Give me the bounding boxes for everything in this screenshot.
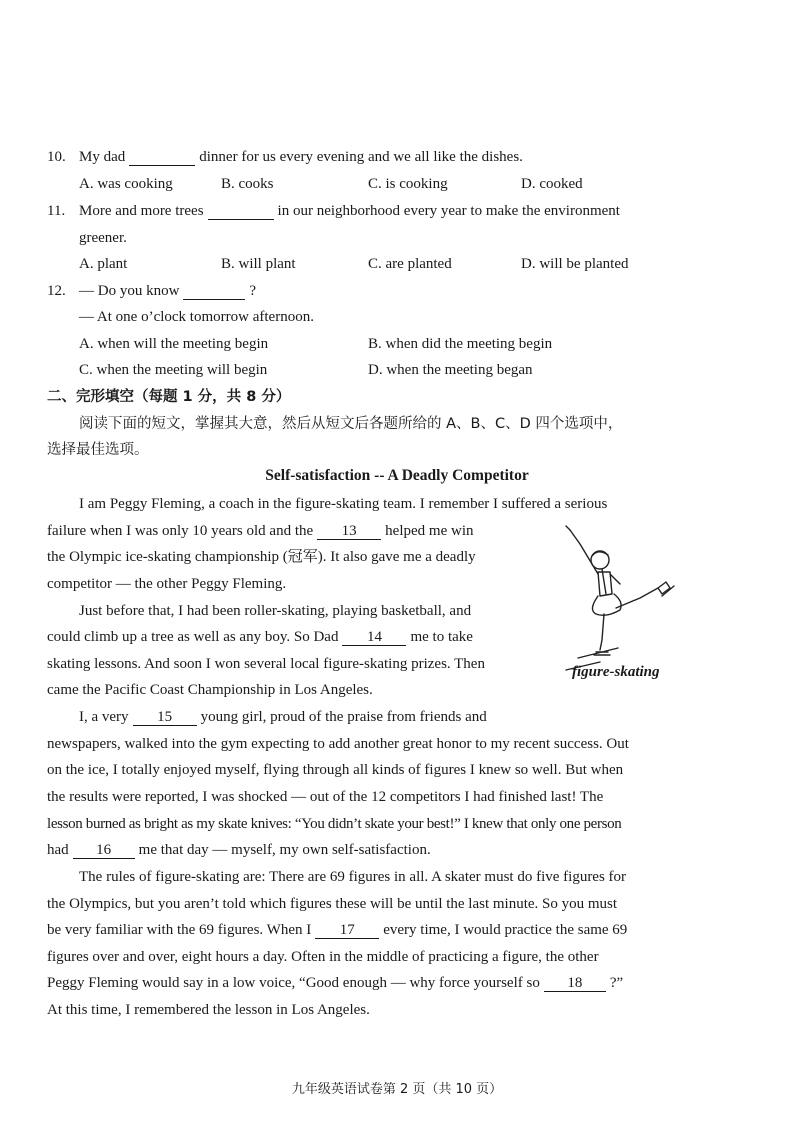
q12-stem-a: — Do you know	[79, 283, 180, 299]
p4-line-4: figures over and over, eight hours a day. Often in the middle of practicing a figure, the other	[47, 949, 599, 965]
blank-15: 15	[133, 709, 197, 726]
blank-14: 14	[342, 629, 406, 646]
q12-option-a: A. when will the meeting begin	[79, 336, 269, 352]
p1-line-2	[47, 521, 473, 541]
q10-option-c: C. is cooking	[368, 176, 448, 192]
p3-l6-b: me that day — myself, my own self-satisfaction.	[138, 842, 431, 858]
question-12-stem	[79, 281, 256, 301]
q12-option-c: C. when the meeting will begin	[79, 362, 268, 378]
p3-line-5: lesson burned as bright as my skate knives: “You didn’t skate your best!” I knew that only one person	[47, 816, 622, 832]
q11-stem-b: in our neighborhood every year to make the environment	[277, 203, 620, 219]
blank-16: 16	[73, 842, 135, 859]
blank-13: 13	[317, 523, 381, 540]
p2-line-2	[47, 627, 473, 647]
question-12-number: 12.	[47, 283, 66, 299]
p3-line-3: on the ice, I totally enjoyed myself, flying through all kinds of figures I knew so well. But when	[47, 762, 624, 778]
p4-line-3	[47, 920, 627, 940]
q11-option-a: A. plant	[79, 256, 128, 272]
question-10-stem	[79, 147, 523, 167]
blank-18: 18	[544, 975, 606, 992]
p2-line-1: Just before that, I had been roller-skating, playing basketball, and	[79, 603, 472, 619]
p1-line-1: I am Peggy Fleming, a coach in the figure-skating team. I remember I suffered a serious	[79, 496, 608, 512]
q12-blank	[183, 283, 245, 300]
q12-option-d: D. when the meeting began	[368, 362, 533, 378]
p3-l1-b: young girl, proud of the praise from friends and	[200, 709, 487, 725]
question-11-number: 11.	[47, 203, 66, 219]
p3-l6-a: had	[47, 842, 69, 858]
p2-l2-b: me to take	[410, 629, 473, 645]
question-11-stem	[79, 201, 620, 221]
question-10-number: 10.	[47, 149, 66, 165]
p3-l1-a: I, a very	[79, 709, 129, 725]
p1-l2-b: helped me win	[385, 523, 474, 539]
section-2-instruction-2: 选择最佳选项。	[47, 442, 149, 458]
section-2-instruction-1: 阅读下面的短文，掌握其大意，然后从短文后各题所给的 A、B、C、D 四个选项中，	[79, 416, 623, 432]
q11-option-c: C. are planted	[368, 256, 452, 272]
p4-line-6: At this time, I remembered the lesson in Los Angeles.	[47, 1002, 370, 1018]
p1-l2-a: failure when I was only 10 years old and the	[47, 523, 314, 539]
p1-line-3: the Olympic ice-skating championship (冠军). It also gave me a deadly	[47, 549, 476, 565]
q11-stem-c: greener.	[79, 230, 127, 246]
p4-l5-b: ?”	[609, 975, 624, 991]
p4-l5-a: Peggy Fleming would say in a low voice, “Good enough — why force yourself so	[47, 975, 540, 991]
p3-line-6	[47, 840, 431, 860]
q12-option-b: B. when did the meeting begin	[368, 336, 553, 352]
q11-option-d: D. will be planted	[521, 256, 629, 272]
figure-skater-icon	[558, 522, 682, 672]
p2-l2-a: could climb up a tree as well as any boy. So Dad	[47, 629, 339, 645]
q10-stem-a: My dad	[79, 149, 126, 165]
p2-line-3: skating lessons. And soon I won several local figure-skating prizes. Then	[47, 656, 485, 672]
q11-option-b: B. will plant	[221, 256, 296, 272]
p1-line-4: competitor — the other Peggy Fleming.	[47, 576, 287, 592]
q10-blank	[129, 149, 195, 166]
p4-line-2: the Olympics, but you aren’t told which figures these will be until the last minute. So you must	[47, 896, 618, 912]
p2-line-4: came the Pacific Coast Championship in Los Angeles.	[47, 682, 373, 698]
q12-answer-line: — At one o’clock tomorrow afternoon.	[79, 309, 314, 325]
figure-caption: figure-skating	[572, 664, 660, 680]
q11-stem-a: More and more trees	[79, 203, 204, 219]
blank-17: 17	[315, 922, 379, 939]
p4-l3-b: every time, I would practice the same 69	[383, 922, 628, 938]
q11-blank	[208, 203, 274, 220]
q10-option-d: D. cooked	[521, 176, 583, 192]
q10-option-b: B. cooks	[221, 176, 274, 192]
page-footer: 九年级英语试卷第 2 页（共 10 页）	[291, 1082, 503, 1097]
p4-line-1: The rules of figure-skating are: There are 69 figures in all. A skater must do five figures for	[79, 869, 627, 885]
section-2-heading: 二、完形填空（每题 1 分，共 8 分）	[47, 389, 291, 405]
passage-title: Self-satisfaction -- A Deadly Competitor	[265, 467, 529, 484]
q12-stem-b: ?	[249, 283, 257, 299]
q10-stem-b: dinner for us every evening and we all like the dishes.	[199, 149, 523, 165]
p3-line-1	[79, 707, 487, 727]
p4-line-5	[47, 973, 623, 993]
q10-option-a: A. was cooking	[79, 176, 173, 192]
p4-l3-a: be very familiar with the 69 figures. When I	[47, 922, 312, 938]
p3-line-2: newspapers, walked into the gym expecting to add another great honor to my recent success. Out	[47, 736, 629, 752]
p3-line-4: the results were reported, I was shocked — out of the 12 competitors I had finished last! The	[47, 789, 604, 805]
